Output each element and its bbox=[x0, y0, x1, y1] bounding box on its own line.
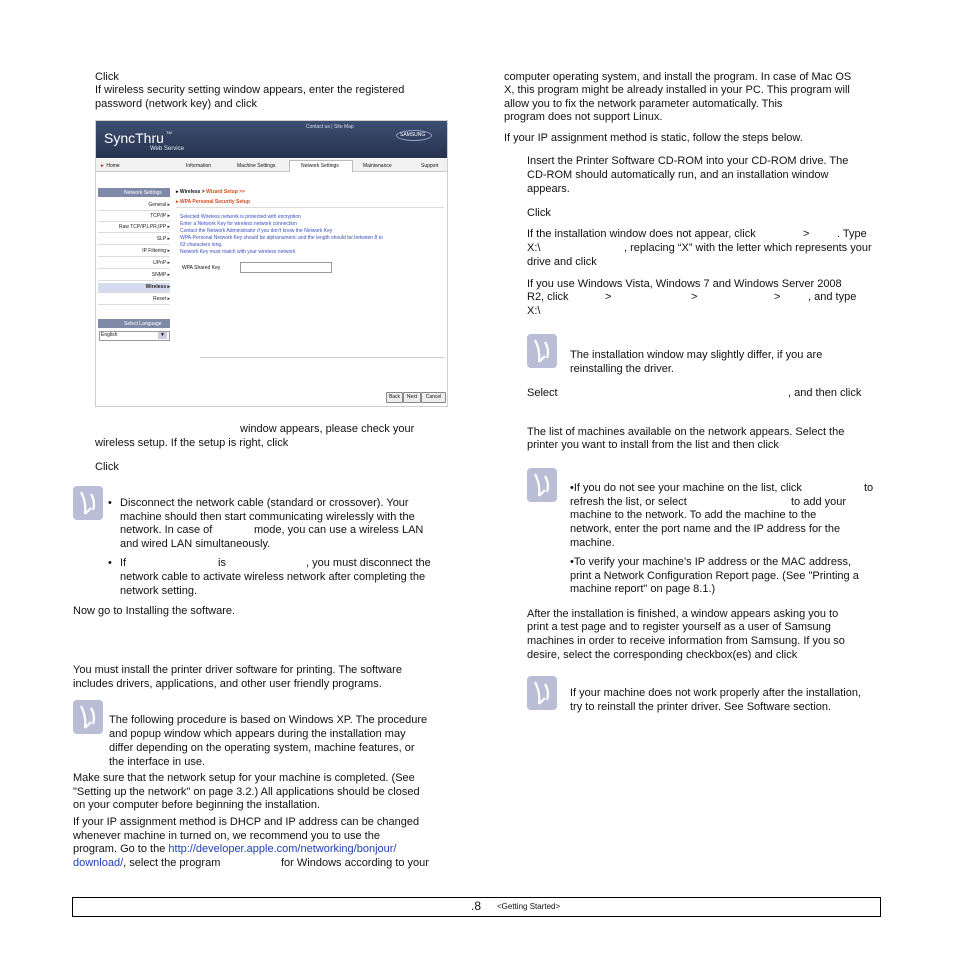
security-intro-line1: If wireless security setting window appears, enter the registered bbox=[95, 84, 405, 96]
select-then-click: , and then click bbox=[788, 387, 862, 399]
setup-line1: Make sure that the network setup for your machine is completed. (See bbox=[73, 772, 415, 784]
divider bbox=[176, 207, 444, 208]
next-button[interactable]: Next bbox=[403, 392, 421, 403]
cd-line2: CD-ROM should automatically run, and an installation window bbox=[527, 169, 829, 181]
dhcp-line3 bbox=[73, 842, 396, 856]
note-icon bbox=[73, 700, 103, 734]
top-links[interactable]: Contact us | Site Map bbox=[306, 124, 354, 130]
dhcp-line2: whenever machine in turned on, we recommend you to use the bbox=[73, 830, 380, 842]
dhcp-line4-text: , select the program bbox=[123, 857, 221, 869]
info-line: 63 characters long. bbox=[180, 242, 223, 248]
install-line2: includes drivers, applications, and other user friendly programs. bbox=[73, 678, 382, 690]
sidebar-item-slp[interactable]: SLP ▸ bbox=[98, 235, 170, 245]
note1-line4: and wired LAN simultaneously. bbox=[120, 538, 271, 550]
tab-machine-settings[interactable]: Machine Settings bbox=[237, 163, 276, 169]
info-line: Selected Wireless network is protected with encryption bbox=[180, 214, 301, 220]
chevron-down-icon[interactable]: ▼ bbox=[158, 332, 167, 339]
sidebar-item-snmp[interactable]: SNMP ▸ bbox=[98, 271, 170, 281]
note4-a4: network, enter the port name and the IP address for the bbox=[570, 523, 841, 535]
sidebar-item-ip-filtering[interactable]: IP Filtering ▸ bbox=[98, 247, 170, 257]
syncthru-logo: SyncThru bbox=[104, 130, 164, 146]
vista-line1: If you use Windows Vista, Windows 7 and Windows Server 2008 bbox=[527, 278, 842, 290]
note-icon bbox=[527, 468, 557, 502]
tab-information[interactable]: Information bbox=[186, 163, 212, 169]
footer-section: <Getting Started> bbox=[497, 902, 561, 911]
confirm-line1: window appears, please check your bbox=[240, 423, 415, 435]
note2-line3: differ depending on the operating system, machine features, or bbox=[109, 742, 415, 754]
section-title: ▸ WPA Personal Security Setup bbox=[176, 199, 250, 205]
home-arrow-icon: ► bbox=[100, 163, 105, 169]
setup-line3: on your computer before beginning the installation. bbox=[73, 799, 321, 811]
after-line1: After the installation is finished, a window appears asking you to bbox=[527, 608, 839, 620]
page-number: .8 bbox=[471, 899, 482, 913]
note3-line1: The installation window may slightly differ, if you are bbox=[570, 349, 823, 361]
install-line1: You must install the printer driver software for printing. The software bbox=[73, 664, 402, 676]
wizard-breadcrumb bbox=[176, 189, 245, 195]
click-finish-text: Click bbox=[95, 71, 119, 83]
cd-line1: Insert the Printer Software CD-ROM into your CD-ROM drive. The bbox=[527, 155, 849, 167]
samsung-logo-text: SAMSUNG bbox=[400, 132, 426, 138]
list-line1: The list of machines available on the network appears. Select the bbox=[527, 426, 845, 438]
language-select-value: English bbox=[101, 332, 118, 338]
note1-b2-a: If bbox=[120, 557, 127, 569]
syncthru-screenshot bbox=[95, 120, 448, 407]
bonjour-link-cont[interactable]: download/ bbox=[73, 857, 124, 869]
vista-line3: X:\ bbox=[527, 305, 541, 317]
note1-b2-line3: network setting. bbox=[120, 585, 198, 597]
confirm-line2: wireless setup. If the setup is right, click bbox=[95, 437, 289, 449]
note2-line1: The following procedure is based on Windows XP. The procedure bbox=[109, 714, 428, 726]
note5-line1: If your machine does not work properly after the installation, bbox=[570, 687, 862, 699]
breadcrumb-wizard: Wizard Setup >> bbox=[206, 189, 245, 195]
vista-gt2: > bbox=[691, 291, 698, 303]
sidebar-item-wireless[interactable]: Wireless ▸ bbox=[98, 283, 170, 293]
bullet: • bbox=[108, 497, 112, 509]
language-header-label: Select Language bbox=[124, 321, 162, 327]
sidebar-item-upnp[interactable]: UPnP ▸ bbox=[98, 259, 170, 269]
vista-type: , and type bbox=[808, 291, 857, 303]
static-ip-text: If your IP assignment method is static, follow the steps below. bbox=[504, 132, 803, 144]
info-line: Contact the Network Administrator if you don't know the Network Key bbox=[180, 228, 333, 234]
note-icon bbox=[73, 486, 103, 520]
note4-a1b: to bbox=[864, 482, 874, 494]
now-go-text: Now go to Installing the software. bbox=[73, 605, 236, 617]
nowin-type: . Type bbox=[837, 228, 867, 240]
bonjour-line3: allow you to fix the network parameter automatically. This bbox=[504, 98, 783, 110]
note-icon bbox=[527, 334, 557, 368]
nowin-gt: > bbox=[803, 228, 810, 240]
nowin-line2a: X:\ bbox=[527, 242, 541, 254]
dhcp-line1: If your IP assignment method is DHCP and IP address can be changed bbox=[73, 816, 420, 828]
sidebar-item-general[interactable]: General ▸ bbox=[98, 201, 170, 211]
setup-line2: "Setting up the network" on page 3.2.) All applications should be closed bbox=[73, 786, 420, 798]
wpa-key-label: WPA Shared Key bbox=[182, 265, 221, 271]
note4-a1: •If you do not see your machine on the list, click bbox=[570, 482, 802, 494]
nowin-line1: If the installation window does not appear, click bbox=[527, 228, 756, 240]
syncthru-tm: TM bbox=[166, 130, 172, 135]
tab-maintenance[interactable]: Maintenance bbox=[363, 163, 392, 169]
note4-a5: machine. bbox=[570, 537, 615, 549]
note4-b2: print a Network Configuration Report page. (See "Printing a bbox=[570, 570, 859, 582]
after-line2: print a test page and to register yourself as a user of Samsung bbox=[527, 621, 831, 633]
sidebar-item-tcpip[interactable]: TCP/IP ▸ bbox=[98, 212, 170, 222]
note1-b2-c: , you must disconnect the bbox=[306, 557, 431, 569]
note2-line2: and popup window which appears during the installation may bbox=[109, 728, 406, 740]
click-text: Click bbox=[527, 207, 551, 219]
page-footer bbox=[72, 897, 881, 917]
vista-line2: R2, click bbox=[527, 291, 569, 303]
wpa-key-input[interactable] bbox=[240, 262, 332, 273]
note4-a2b: to add your bbox=[791, 496, 847, 508]
bonjour-line4: program does not support Linux. bbox=[504, 111, 663, 123]
bonjour-line1: computer operating system, and install the program. In case of Mac OS bbox=[504, 71, 852, 83]
info-line: Network Key must match with your wireless network bbox=[180, 249, 296, 255]
vista-gt3: > bbox=[774, 291, 781, 303]
after-line4: desire, select the corresponding checkbox(es) and click bbox=[527, 649, 798, 661]
tab-support[interactable]: Support bbox=[421, 163, 439, 169]
divider bbox=[200, 357, 445, 358]
sidebar-item-raw-tcpip[interactable]: Raw TCP/IP,LPR,IPP ▸ bbox=[98, 223, 170, 233]
note5-line2: try to reinstall the printer driver. See Software section. bbox=[570, 701, 832, 713]
note1-line2: machine should then start communicating wirelessly with the bbox=[120, 511, 415, 523]
security-intro-line2: password (network key) and click bbox=[95, 98, 258, 110]
sidebar-header-label: Network Settings bbox=[124, 190, 162, 196]
sidebar-item-reset[interactable]: Reset ▸ bbox=[98, 295, 170, 305]
cd-line3: appears. bbox=[527, 183, 570, 195]
note1-line3: network. In case of bbox=[120, 524, 213, 536]
nowin-line3: drive and click bbox=[527, 256, 597, 268]
dhcp-line4b: for Windows according to your bbox=[281, 857, 429, 869]
home-link[interactable] bbox=[100, 163, 120, 169]
select-text: Select bbox=[527, 387, 558, 399]
breadcrumb-wireless: ▸ Wireless > bbox=[176, 189, 207, 195]
note1-b2-line2: network cable to activate wireless network after completing the bbox=[120, 571, 426, 583]
note3-line2: reinstalling the driver. bbox=[570, 363, 674, 375]
bullet: • bbox=[108, 557, 112, 569]
note1-b2-b: is bbox=[218, 557, 226, 569]
list-line2: printer you want to install from the list and then click bbox=[527, 439, 779, 451]
syncthru-subtitle: Web Service bbox=[150, 146, 184, 152]
home-link-text: Home bbox=[106, 163, 120, 169]
cancel-button[interactable]: Cancel bbox=[421, 392, 446, 403]
note2-line4: the interface in use. bbox=[109, 756, 206, 768]
note1-line3b: mode, you can use a wireless LAN bbox=[254, 524, 424, 536]
bonjour-link[interactable]: http://developer.apple.com/networking/bonjour/ bbox=[168, 843, 397, 855]
after-line3: machines in order to receive information from Samsung. If you so bbox=[527, 635, 845, 647]
info-line: WPA-Personal Network Key should be alphanumeric and the length should be between 8 to bbox=[180, 235, 383, 241]
nowin-line2b: , replacing “X” with the letter which represents your bbox=[624, 242, 872, 254]
note4-b1: •To verify your machine’s IP address or the MAC address, bbox=[570, 556, 852, 568]
tab-network-settings-label: Network Settings bbox=[301, 163, 339, 169]
dhcp-line4 bbox=[73, 856, 220, 870]
note4-a3: machine to the network. To add the machine to the bbox=[570, 509, 817, 521]
note4-b3: machine report" on page 8.1.) bbox=[570, 583, 716, 595]
vista-gt1: > bbox=[605, 291, 612, 303]
back-button[interactable]: Back bbox=[386, 392, 403, 403]
note4-a2: refresh the list, or select bbox=[570, 496, 687, 508]
note-icon bbox=[527, 676, 557, 710]
note1-line1: Disconnect the network cable (standard or crossover). Your bbox=[120, 497, 409, 509]
bonjour-line2: X, this program might be already installed in your PC. This program will bbox=[504, 84, 850, 96]
info-line: Enter a Network Key for wireless network connection bbox=[180, 221, 297, 227]
click-text: Click bbox=[95, 461, 119, 473]
dhcp-line3-text: program. Go to the bbox=[73, 843, 166, 855]
